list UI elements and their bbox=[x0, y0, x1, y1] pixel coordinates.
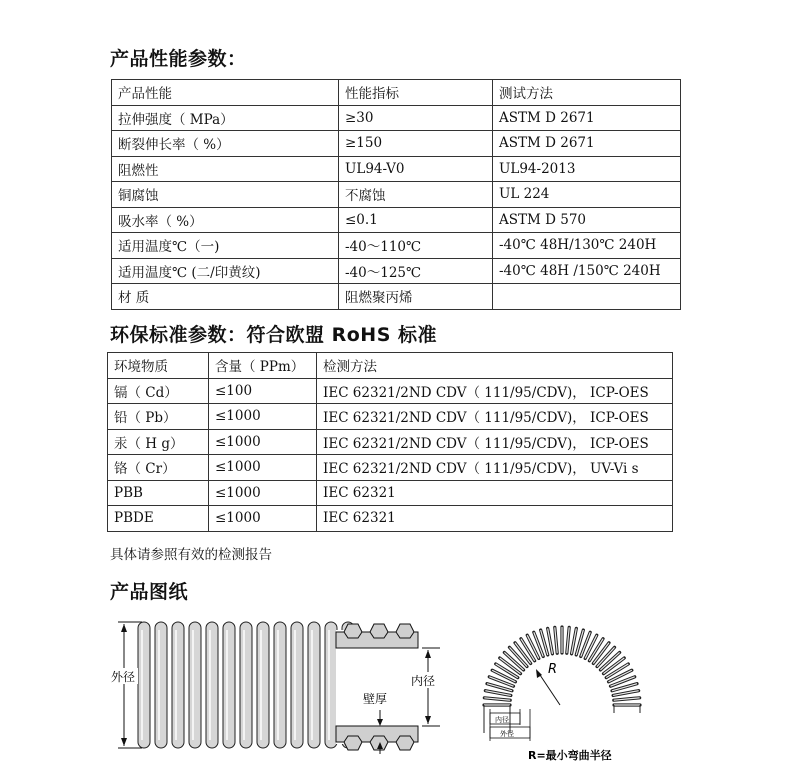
table-cell: ≤1000 bbox=[209, 480, 317, 506]
table-cell: ASTM D 2671 bbox=[493, 131, 681, 157]
table-cell: ≤1000 bbox=[209, 506, 317, 532]
table-cell: ≤0.1 bbox=[339, 207, 493, 233]
table-cell: IEC 62321/2ND CDV（ 111/95/CDV)， ICP-OES bbox=[317, 378, 673, 404]
table-cell: UL94-V0 bbox=[339, 156, 493, 182]
table-cell: ASTM D 570 bbox=[493, 207, 681, 233]
table-row bbox=[112, 284, 681, 310]
table-cell: 阻燃性 bbox=[112, 156, 339, 182]
table-cell: 吸水率（ %） bbox=[112, 207, 339, 233]
bent-tube-rib-highlight bbox=[485, 691, 511, 696]
table-row bbox=[112, 207, 681, 233]
table-cell: ≤100 bbox=[209, 378, 317, 404]
tube-rib bbox=[223, 622, 235, 748]
tube-rib bbox=[189, 622, 201, 748]
tube-rib bbox=[155, 622, 167, 748]
table-cell: -40～110℃ bbox=[339, 233, 493, 259]
table-cell: IEC 62321 bbox=[317, 480, 673, 506]
tube-rib bbox=[172, 622, 184, 748]
table-row bbox=[108, 455, 673, 481]
table-cell: 阻燃聚丙烯 bbox=[339, 284, 493, 310]
table-cell: 不腐蚀 bbox=[339, 182, 493, 208]
tube-rib bbox=[291, 622, 303, 748]
inner-diameter-label: 内径 bbox=[411, 674, 436, 688]
report-note: 具体请参照有效的检测报告 bbox=[110, 547, 272, 563]
table-header-row bbox=[112, 80, 681, 106]
header-cell: 含量（ PPm） bbox=[209, 353, 317, 379]
table-cell: -40℃ 48H/130℃ 240H bbox=[493, 233, 681, 259]
outer-diameter-label: 外径 bbox=[111, 670, 136, 684]
table-row bbox=[108, 404, 673, 430]
table-cell: IEC 62321 bbox=[317, 506, 673, 532]
table-cell: UL94-2013 bbox=[493, 156, 681, 182]
tube-rib bbox=[274, 622, 286, 748]
table-cell: 断裂伸长率（ %） bbox=[112, 131, 339, 157]
drawing-title: 产品图纸 bbox=[110, 581, 189, 603]
table-row bbox=[112, 182, 681, 208]
header-cell: 环境物质 bbox=[108, 353, 209, 379]
table-cell: 镉（ Cd） bbox=[108, 378, 209, 404]
table-cell: IEC 62321/2ND CDV（ 111/95/CDV)， ICP-OES bbox=[317, 429, 673, 455]
table-cell: ≤1000 bbox=[209, 429, 317, 455]
table-cell: 适用温度℃ (二/印黄纹) bbox=[112, 258, 339, 284]
table-cell: 适用温度℃（一) bbox=[112, 233, 339, 259]
table-header-row bbox=[108, 353, 673, 379]
table-cell: -40℃ 48H /150℃ 240H bbox=[493, 258, 681, 284]
corrugated-tube-drawing bbox=[100, 610, 450, 755]
tube-rib bbox=[138, 622, 150, 748]
table-row bbox=[112, 156, 681, 182]
bend-radius-caption: R=最小弯曲半径 bbox=[528, 749, 612, 762]
table-row bbox=[112, 258, 681, 284]
tube-rib bbox=[308, 622, 320, 748]
bend-radius-drawing bbox=[470, 605, 665, 770]
header-cell: 产品性能 bbox=[112, 80, 339, 106]
tube-ribs bbox=[138, 622, 354, 748]
table-cell: ≥150 bbox=[339, 131, 493, 157]
radius-label: R bbox=[548, 662, 558, 677]
table-cell: 材 质 bbox=[112, 284, 339, 310]
table-row bbox=[108, 480, 673, 506]
tube-rib bbox=[240, 622, 252, 748]
table-cell bbox=[493, 284, 681, 310]
table-cell: UL 224 bbox=[493, 182, 681, 208]
table-row bbox=[108, 378, 673, 404]
table-cell: ≤1000 bbox=[209, 404, 317, 430]
table-cell: 汞（ H g） bbox=[108, 429, 209, 455]
table-cell: ≥30 bbox=[339, 105, 493, 131]
table-cell: IEC 62321/2ND CDV（ 111/95/CDV)， ICP-OES bbox=[317, 404, 673, 430]
tube-rib bbox=[206, 622, 218, 748]
rohs-table bbox=[107, 352, 673, 532]
header-cell: 测试方法 bbox=[493, 80, 681, 106]
tube-cross-section bbox=[336, 624, 418, 750]
table-row bbox=[112, 105, 681, 131]
performance-title: 产品性能参数： bbox=[110, 48, 247, 70]
table-cell: IEC 62321/2ND CDV（ 111/95/CDV)， UV-Vi s bbox=[317, 455, 673, 481]
table-row bbox=[112, 233, 681, 259]
bent-tube-rib-highlight bbox=[572, 628, 577, 654]
bent-tube-rib-highlight bbox=[613, 691, 639, 696]
table-cell: 拉伸强度（ MPa） bbox=[112, 105, 339, 131]
table-cell: 铜腐蚀 bbox=[112, 182, 339, 208]
table-cell: ≤1000 bbox=[209, 455, 317, 481]
performance-table bbox=[111, 79, 681, 310]
tube-rib bbox=[257, 622, 269, 748]
bend-inner-label: 内径 bbox=[495, 716, 509, 724]
header-cell: 检测方法 bbox=[317, 353, 673, 379]
wall-thickness-label: 壁厚 bbox=[363, 692, 388, 706]
table-cell: PBB bbox=[108, 480, 209, 506]
table-row bbox=[112, 131, 681, 157]
rohs-title: 环保标准参数：符合欧盟 RoHS 标准 bbox=[110, 324, 437, 346]
table-cell: 铅（ Pb） bbox=[108, 404, 209, 430]
table-cell: 铬（ Cr） bbox=[108, 455, 209, 481]
table-cell: ASTM D 2671 bbox=[493, 105, 681, 131]
table-row bbox=[108, 506, 673, 532]
table-row bbox=[108, 429, 673, 455]
table-cell: PBDE bbox=[108, 506, 209, 532]
bend-outer-label: 外径 bbox=[500, 730, 514, 738]
header-cell: 性能指标 bbox=[339, 80, 493, 106]
bent-tube-rib-highlight bbox=[548, 628, 553, 654]
table-cell: -40～125℃ bbox=[339, 258, 493, 284]
tube-rib bbox=[325, 622, 337, 748]
